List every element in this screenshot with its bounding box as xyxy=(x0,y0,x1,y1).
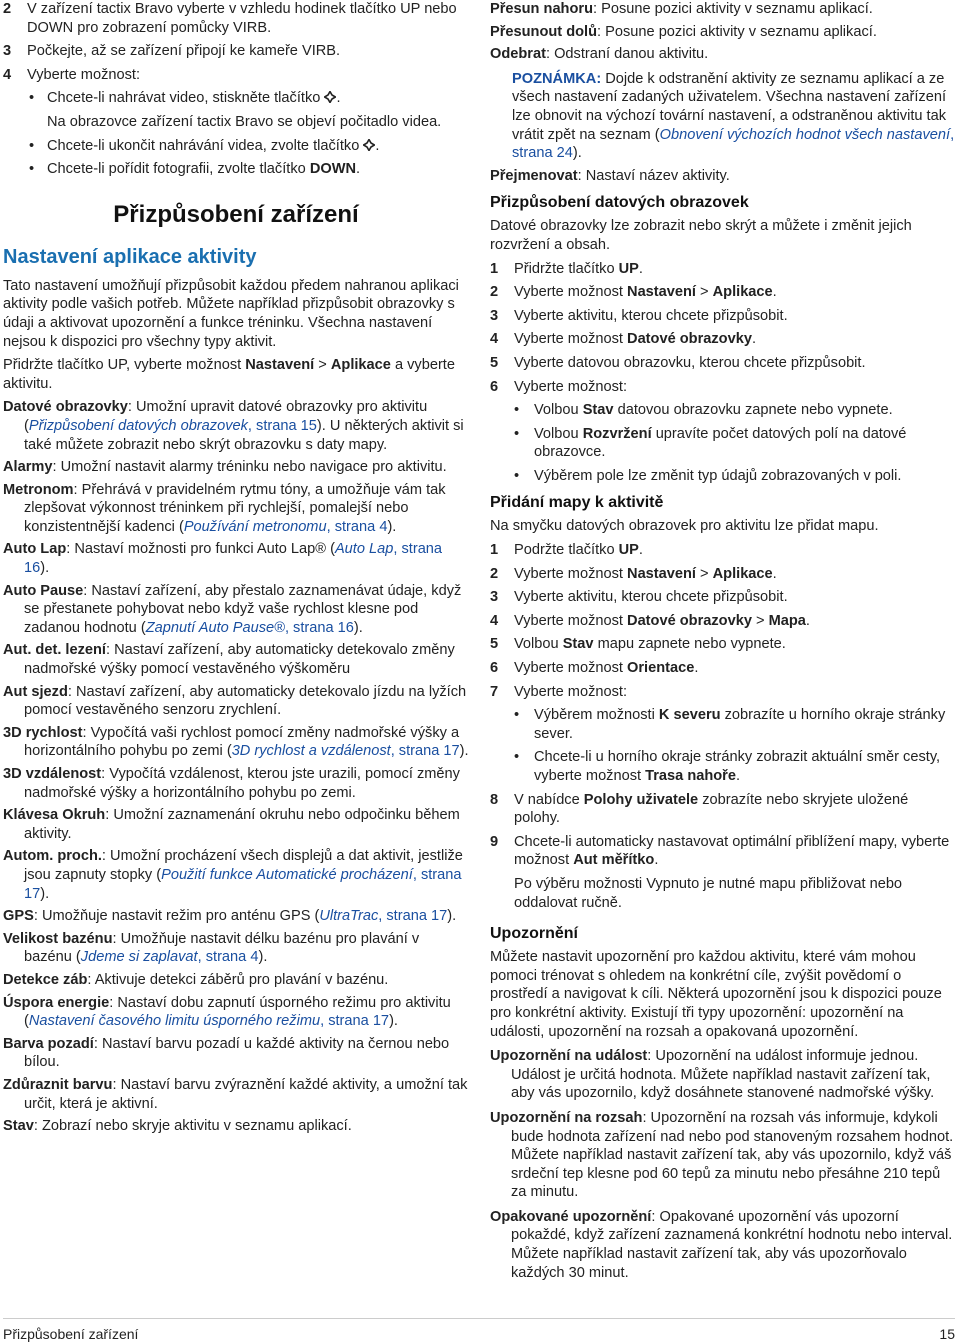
setting-definition: Auto Pause: Nastaví zařízení, aby přestalo zaznamenávat údaje, když se přestanete pohybovat nebo když vaše rychlost klesne pod zadanou hodnotu (Zapnutí Auto Pause®, strana 16). xyxy=(3,582,462,636)
bullet-item: • Chcete-li ukončit nahrávání videa, zvolte tlačítko . xyxy=(29,137,380,154)
step-item: 4 Vyberte možnost Datové obrazovky. xyxy=(490,331,756,348)
action-button-icon xyxy=(324,91,336,103)
bullet-item: • Chcete-li pořídit fotografii, zvolte tlačítko DOWN. xyxy=(29,161,361,178)
setting-definition: Zdůraznit barvu: Nastaví barvu zvýraznění každé aktivity, a umožní tak určit, která je aktivní. xyxy=(3,1076,468,1112)
step-item: 9 Chcete-li automaticky nastavovat optimální přiblížení mapy, vyberte možnost Aut měřítko. xyxy=(490,833,950,869)
definition-term: Datové obrazovky xyxy=(3,399,128,416)
page-number: 15 xyxy=(939,1326,955,1342)
setting-definition: Odebrat: Odstraní danou aktivitu. xyxy=(490,46,709,63)
definition-term: Klávesa Okruh xyxy=(3,807,106,824)
definition-term: Detekce záb xyxy=(3,971,88,988)
setting-definition: 3D vzdálenost: Vypočítá vzdálenost, kterou jste urazili, pomocí změny nadmořské výšky a horizontálního pohybu po zemi. xyxy=(3,766,460,801)
definition-term: Úspora energie xyxy=(3,994,110,1011)
bullet-item: • Volbou Rozvržení upravíte počet datových polí na datové obrazovce. xyxy=(514,425,907,461)
setting-definition: Barva pozadí: Nastaví barvu pozadí u každé aktivity na černou nebo bílou. xyxy=(3,1035,450,1071)
definition-term: Zdůraznit barvu xyxy=(3,1076,113,1093)
definition-term: Autom. proch. xyxy=(3,848,102,865)
section-title: Přizpůsobení zařízení xyxy=(113,200,359,228)
setting-definition: Úspora energie: Nastaví dobu zapnutí úsporného režimu pro aktivitu (Nastavení časového limitu úsporného režimu, strana 17). xyxy=(3,994,451,1030)
page-reference[interactable]: , strana 16 xyxy=(284,619,354,636)
page-reference[interactable]: , strana 17 xyxy=(390,743,460,760)
definition-term: GPS xyxy=(3,908,34,925)
footer-section: Přizpůsobení zařízení xyxy=(3,1326,139,1342)
bullet-item: • Chcete-li u horního okraje stránky zobrazit aktuální směr cesty, vyberte možnost Trasa nahoře. xyxy=(514,749,941,784)
alert-definition: Upozornění na událost: Upozornění na událost informuje jednou. Událost je určitá hodnota. Můžete například nastavit zařízení tak, aby vás upozornilo, když dosáhnete stanovené nadmořské výšky. xyxy=(490,1048,935,1102)
heading-alerts: Upozornění xyxy=(490,925,578,943)
note: POZNÁMKA: Dojde k odstranění aktivity ze seznamu aplikací a ze všech nastavení zadaných uživatelem. Všechna nastavení zařízení lze obnovit na výchozí tovární nastavení, a odstraněnou aktivitu tak vrátit zpět na seznam (Obnovení výchozích hodnot všech nastavení, strana 24). xyxy=(512,70,955,162)
step-item: 4 Vyberte možnost Datové obrazovky > Mapa. xyxy=(490,612,810,629)
cross-reference-link[interactable]: 3D rychlost a vzdálenost xyxy=(231,743,391,760)
step-item: 8 V nabídce Polohy uživatele zobrazíte nebo skryjete uložené polohy. xyxy=(490,791,909,827)
definition-term: Aut. det. lezení xyxy=(3,642,106,659)
step-item: 5 Vyberte datovou obrazovku, kterou chcete přizpůsobit. xyxy=(490,354,866,371)
paragraph: Můžete nastavit upozornění pro každou aktivitu, které vám mohou pomoci trénovat s ohledem na konkrétní cíle, zvýšit povědomí o prostředí a navigovat k cíli. Některá upozornění jsou k dispozici pouze pro konkrétní aktivity. Existují tři typy upozornění: upozornění na události, upozornění na rozsah a opakovaná upozornění. xyxy=(490,949,942,1040)
bullet-item: • Výběrem pole lze změnit typ údajů zobrazovaných v poli. xyxy=(514,467,902,484)
step-item: 2 Vyberte možnost Nastavení > Aplikace. xyxy=(490,284,777,301)
cross-reference-link[interactable]: UltraTrac xyxy=(319,908,379,925)
setting-definition: Auto Lap: Nastaví možnosti pro funkci Auto Lap® (Auto Lap, strana 16). xyxy=(3,541,443,577)
definition-term: Alarmy xyxy=(3,459,53,476)
action-button-icon xyxy=(363,139,375,151)
step-subtext: Po výběru možnosti Vypnuto je nutné mapu přibližovat nebo oddalovat ručně. xyxy=(514,875,903,911)
page-footer xyxy=(3,1318,955,1344)
step-item: 3 Vyberte aktivitu, kterou chcete přizpůsobit. xyxy=(490,589,788,606)
bullet-item: • Výběrem možnosti K severu zobrazíte u horního okraje stránky sever. xyxy=(514,707,946,742)
paragraph: Datové obrazovky lze zobrazit nebo skrýt a můžete i změnit jejich rozvržení a obsah. xyxy=(490,218,912,253)
heading-add-map: Přidání mapy k aktivitě xyxy=(490,494,664,512)
setting-definition: Klávesa Okruh: Umožní zaznamenání okruhu nebo odpočinku během aktivity. xyxy=(3,807,460,842)
step-item: 4 Vyberte možnost: xyxy=(3,66,141,83)
cross-reference-link[interactable]: Jdeme si zaplavat xyxy=(80,949,198,966)
setting-definition: Přesun nahoru: Posune pozici aktivity v seznamu aplikací. xyxy=(490,1,873,17)
cross-reference-link[interactable]: Auto Lap xyxy=(334,541,394,558)
definition-term: 3D vzdálenost xyxy=(3,766,102,782)
definition-term: Barva pozadí xyxy=(3,1035,94,1052)
right-column xyxy=(490,0,955,1288)
alert-definition: Upozornění na rozsah: Upozornění na rozsah vás informuje, kdykoli bude hodnota zařízení nad nebo pod stanoveným rozsahem hodnot. Můžete například nastavit zařízení tak, aby vás upozornilo, když váš srdeční tep klesne pod 60 tepů za minutu nebo přesáhne 210 tepů za minutu. xyxy=(490,1109,954,1201)
setting-definition: Aut sjezd: Nastaví zařízení, aby automaticky detekovalo jízdu na lyžích pomocí vestavěného senzoru zrychlení. xyxy=(3,683,467,719)
cross-reference-link[interactable]: Používání metronomu xyxy=(183,518,327,535)
step-item: 6 Vyberte možnost Orientace. xyxy=(490,660,699,677)
page-reference[interactable]: , strana 15 xyxy=(247,417,317,434)
definition-term: Metronom xyxy=(3,481,74,498)
step-item: 5 Volbou Stav mapu zapnete nebo vypnete. xyxy=(490,636,786,653)
cross-reference-link[interactable]: Obnovení výchozích hodnot všech nastavení xyxy=(659,126,951,143)
setting-definition: GPS: Umožňuje nastavit režim pro anténu GPS (UltraTrac, strana 17). xyxy=(3,908,457,925)
cross-reference-link[interactable]: Zapnutí Auto Pause® xyxy=(145,619,285,636)
cross-reference-link[interactable]: Použití funkce Automatické procházení xyxy=(161,866,413,883)
page-reference[interactable]: , strana 16 xyxy=(24,541,443,577)
definition-term: Aut sjezd xyxy=(3,683,68,700)
step-item: 1 Přidržte tlačítko UP. xyxy=(490,260,643,277)
page-reference[interactable]: , strana 24 xyxy=(512,126,955,162)
setting-definition: Alarmy: Umožní nastavit alarmy tréninku nebo navigace pro aktivitu. xyxy=(3,459,447,476)
definition-term: Stav xyxy=(3,1118,34,1135)
step-item: 3 Počkejte, až se zařízení připojí ke kameře VIRB. xyxy=(3,43,341,60)
definition-term: Auto Lap xyxy=(3,541,67,558)
definition-term: 3D rychlost xyxy=(3,724,83,741)
bullet-subtext: Na obrazovce zařízení tactix Bravo se objeví počitadlo videa. xyxy=(47,113,442,130)
setting-definition: Datové obrazovky: Umožní upravit datové obrazovky pro aktivitu (Přizpůsobení datových obrazovek, strana 15). U některých aktivit si také můžete zobrazit nebo skrýt obrazovku s daty mapy. xyxy=(3,399,464,453)
paragraph: Na smyčku datových obrazovek pro aktivitu lze přidat mapu. xyxy=(490,518,879,535)
definition-term: Velikost bazénu xyxy=(3,930,113,947)
setting-definition: Přejmenovat: Nastaví název aktivity. xyxy=(490,167,730,184)
heading-data-screens: Přizpůsobení datových obrazovek xyxy=(490,194,749,212)
bullet-item: • Chcete-li nahrávat video, stiskněte tlačítko . xyxy=(29,90,341,107)
page-reference[interactable]: , strana 17 xyxy=(320,1013,390,1030)
setting-definition: Přesunout dolů: Posune pozici aktivity v seznamu aplikací. xyxy=(490,23,877,40)
setting-definition: Velikost bazénu: Umožňuje nastavit délku bazénu pro plavání v bazénu (Jdeme si zaplavat, strana 4). xyxy=(3,930,420,966)
left-column xyxy=(3,0,469,1140)
page-reference[interactable]: , strana 4 xyxy=(197,949,259,966)
step-item: 7 Vyberte možnost: xyxy=(490,683,628,700)
subsection-title: Nastavení aplikace aktivity xyxy=(3,245,257,268)
cross-reference-link[interactable]: Přizpůsobení datových obrazovek xyxy=(28,417,248,434)
page-reference[interactable]: , strana 17 xyxy=(24,866,462,902)
setting-definition: Autom. proch.: Umožní procházení všech displejů a dat aktivit, jestliže jsou zapnuty stopky (Použití funkce Automatické procházení, strana 17). xyxy=(3,848,463,902)
page-reference[interactable]: , strana 17 xyxy=(378,908,448,925)
step-item: 2 Vyberte možnost Nastavení > Aplikace. xyxy=(490,565,777,582)
page-reference[interactable]: , strana 4 xyxy=(326,518,388,535)
setting-definition: Detekce záb: Aktivuje detekci záběrů pro plavání v bazénu. xyxy=(3,971,389,988)
step-item: 3 Vyberte aktivitu, kterou chcete přizpůsobit. xyxy=(490,307,788,324)
setting-definition: Metronom: Přehrává v pravidelném rytmu tóny, a umožňuje vám tak zlepšovat výkonnost tréninkem při rychlejší, pomalejší nebo konzistentnější kadenci (Používání metronomu, strana 4). xyxy=(3,481,446,535)
step-item: 2 V zařízení tactix Bravo vyberte v vzhledu hodinek tlačítko UP nebo DOWN pro zobrazení pomůcky VIRB. xyxy=(3,1,457,36)
setting-definition: Stav: Zobrazí nebo skryje aktivitu v seznamu aplikací. xyxy=(3,1118,352,1135)
definition-term: Auto Pause xyxy=(3,582,84,599)
setting-definition: Aut. det. lezení: Nastaví zařízení, aby automaticky detekovalo změny nadmořské výšky pomocí vestavěného výškoměru xyxy=(3,642,455,678)
step-item: 1 Podržte tlačítko UP. xyxy=(490,542,643,559)
alert-definition: Opakované upozornění: Opakované upozornění vás upozorní pokaždé, když zařízení zaznamená konkrétní hodnotu nebo interval. Můžete například nastavit zařízení tak, aby vás upozorňovalo každých 30 minut. xyxy=(490,1208,953,1281)
intro-paragraph: Tato nastavení umožňují přizpůsobit každou předem nahranou aplikaci aktivity podle vašich potřeb. Můžete například přizpůsobit obrazovky s údaji a aktivovat upozornění a funkce tréninku. Všechna nastavení nejsou k dispozici pro všechny typy aktivit. xyxy=(3,277,459,350)
step-item: 6 Vyberte možnost: xyxy=(490,378,628,395)
bullet-item: • Volbou Stav datovou obrazovku zapnete nebo vypnete. xyxy=(514,402,893,419)
setting-definition: 3D rychlost: Vypočítá vaši rychlost pomocí změny nadmořské výšky a horizontálního pohybu po zemi (3D rychlost a vzdálenost, strana 17). xyxy=(3,724,469,760)
instruction-paragraph: Přidržte tlačítko UP, vyberte možnost Nastavení > Aplikace a vyberte aktivitu. xyxy=(3,357,455,392)
cross-reference-link[interactable]: Nastavení časového limitu úsporného režimu xyxy=(28,1013,321,1030)
